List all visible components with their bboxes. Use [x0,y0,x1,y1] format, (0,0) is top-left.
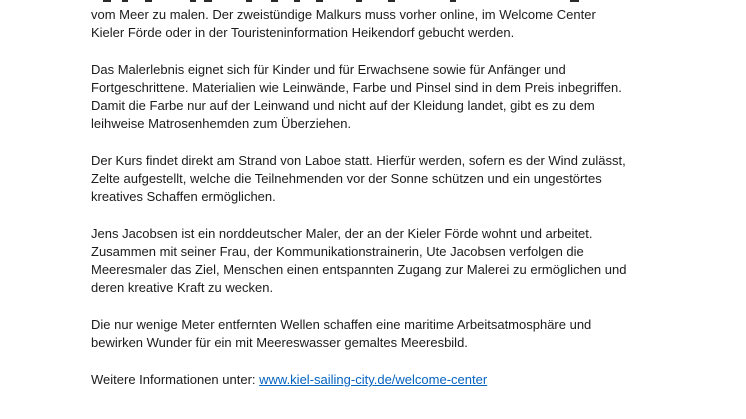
text-line: Zelte aufgestellt, welche die Teilnehmenden vor der Sonne schützen und ein ungestörtes [91,171,602,186]
clipped-text-line [0,0,746,3]
clipped-text-fragment [204,0,212,2]
text-line: bewirken Wunder für ein mit Meereswasser gemaltes Meeresbild. [91,335,468,350]
clipped-text-fragment [190,0,196,2]
welcome-center-link[interactable]: www.kiel-sailing-city.de/welcome-center [259,372,488,387]
more-info-label: Weitere Informationen unter: [91,372,260,387]
text-line: deren kreative Kraft zu wecken. [91,280,274,295]
clipped-text-fragment [294,0,300,2]
clipped-text-fragment [450,0,456,2]
more-info-line [91,371,691,389]
text-line: Fortgeschrittene. Materialien wie Leinwände, Farbe und Pinsel sind in dem Preis inbegriffen. [91,80,622,95]
clipped-text-fragment [388,0,395,2]
text-line: Kieler Förde oder in der Touristeninformation Heikendorf gebucht werden. [91,25,515,40]
text-line: Zusammen mit seiner Frau, der Kommunikationstrainerin, Ute Jacobsen verfolgen die [91,244,584,259]
text-line: leihweise Matrosenhemden zum Überziehen. [91,116,352,131]
text-line: kreatives Schaffen ermöglichen. [91,189,276,204]
clipped-text-fragment [316,0,323,2]
clipped-text-fragment [570,0,579,2]
document-body [91,6,691,389]
paragraph-audience-materials [91,61,691,133]
text-line: vom Meer zu malen. Der zweistündige Malkurs muss vorher online, im Welcome Center [91,7,596,22]
paragraph-artist-bio [91,225,691,297]
clipped-text-fragment [246,0,252,2]
paragraph-location [91,152,691,206]
text-line: Meeresmaler das Ziel, Menschen einen entspannten Zugang zur Malerei zu ermöglichen und [91,262,627,277]
paragraph-atmosphere [91,316,691,352]
text-line: Das Malerlebnis eignet sich für Kinder und für Erwachsene sowie für Anfänger und [91,62,566,77]
text-line: Die nur wenige Meter entfernten Wellen schaffen eine maritime Arbeitsatmosphäre und [91,317,592,332]
paragraph-booking [91,6,691,42]
clipped-text-fragment [122,0,128,2]
text-line: Damit die Farbe nur auf der Leinwand und nicht auf der Kleidung landet, gibt es zu dem [91,98,595,113]
clipped-text-fragment [103,0,111,2]
clipped-text-fragment [145,0,152,2]
text-line: Der Kurs findet direkt am Strand von Laboe statt. Hierfür werden, sofern es der Wind zulässt, [91,153,626,168]
text-line: Jens Jacobsen ist ein norddeutscher Maler, der an der Kieler Förde wohnt und arbeitet. [91,226,593,241]
clipped-text-fragment [356,0,362,2]
clipped-text-fragment [271,0,278,2]
